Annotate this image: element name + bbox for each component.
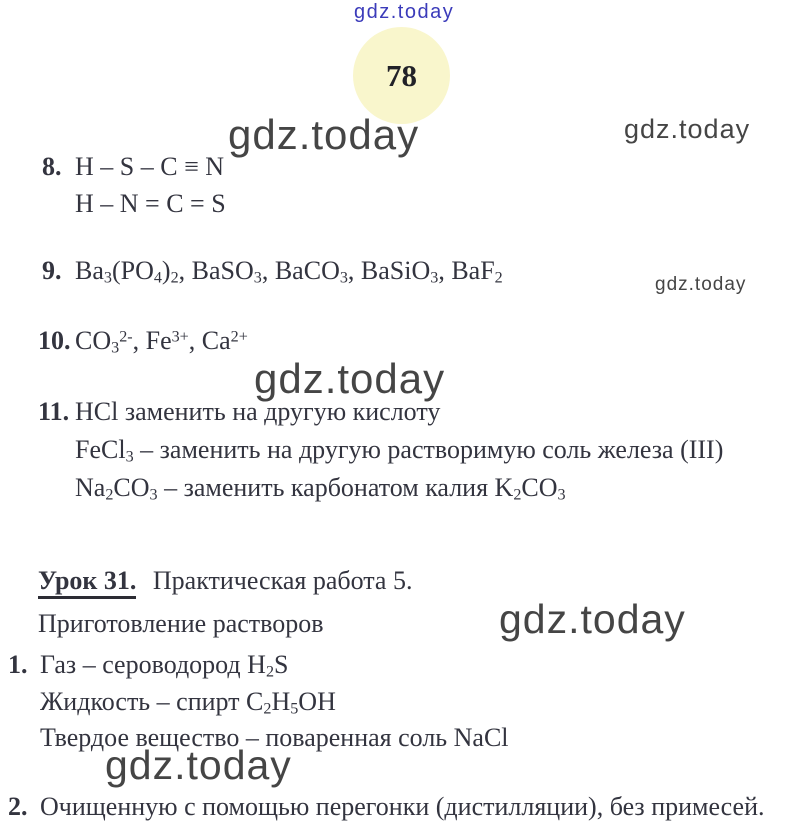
watermark-center-mid: gdz.today bbox=[254, 355, 446, 402]
formula-line: $Ba_3(PO_4)_2$, BaSO$_3$, BaCO$_3$, BaSiO$_3$, BaF$_2$ bbox=[75, 256, 503, 287]
item-number: 11. bbox=[38, 397, 70, 426]
exercise-item-9 bbox=[42, 252, 503, 289]
answer-line: Очищенную с помощью перегонки (дистилляции), без примесей. bbox=[40, 792, 765, 821]
item-number: 1. bbox=[8, 650, 28, 679]
watermark-right-mid: gdz.today bbox=[499, 596, 686, 642]
formula-line: H – S – C ≡ N bbox=[75, 152, 225, 181]
page-number: 78 bbox=[386, 57, 417, 93]
answer-line: $Na_2CO_3$ – заменить карбонатом калия $K_2CO_3$ bbox=[75, 473, 566, 504]
watermark-bottom-left: gdz.today bbox=[105, 742, 292, 788]
watermark-center-top: gdz.today bbox=[228, 111, 420, 158]
watermark-right-top: gdz.today bbox=[624, 114, 751, 144]
item-number: 8. bbox=[42, 152, 62, 181]
answer-line: Твердое вещество – поваренная соль NaCl bbox=[40, 723, 509, 752]
page-number-badge bbox=[353, 27, 450, 124]
formula-line: $CO_3^{2-}$, $Fe^{3+}$, $Ca^{2+}$ bbox=[75, 326, 248, 357]
lesson-label: Урок 31. bbox=[38, 566, 136, 599]
item-number: 10. bbox=[38, 326, 71, 355]
answer-line: Газ – сероводород $H_2S$ bbox=[40, 650, 289, 681]
formula-line: H – N = C = S bbox=[75, 189, 226, 218]
lesson-title: Практическая работа 5. bbox=[152, 566, 413, 595]
exercise-item-10 bbox=[38, 322, 248, 359]
answer-line: HCl заменить на другую кислоту bbox=[75, 397, 441, 426]
answer-item-1 bbox=[8, 647, 509, 757]
watermark-top: gdz.today bbox=[354, 1, 455, 23]
exercise-item-8 bbox=[42, 148, 226, 222]
exercise-item-11 bbox=[38, 393, 724, 507]
watermark-right-small: gdz.today bbox=[655, 274, 747, 295]
lesson-heading bbox=[38, 564, 412, 598]
answer-item-2 bbox=[8, 788, 765, 825]
answer-line: FeCl$_3$ – заменить на другую растворимую соль железа (III) bbox=[75, 435, 724, 466]
item-number: 2. bbox=[8, 792, 28, 821]
item-number: 9. bbox=[42, 256, 62, 285]
answer-line: Жидкость – спирт $C_2H_5OH$ bbox=[40, 686, 336, 718]
lesson-subtitle: Приготовление растворов bbox=[38, 609, 324, 638]
